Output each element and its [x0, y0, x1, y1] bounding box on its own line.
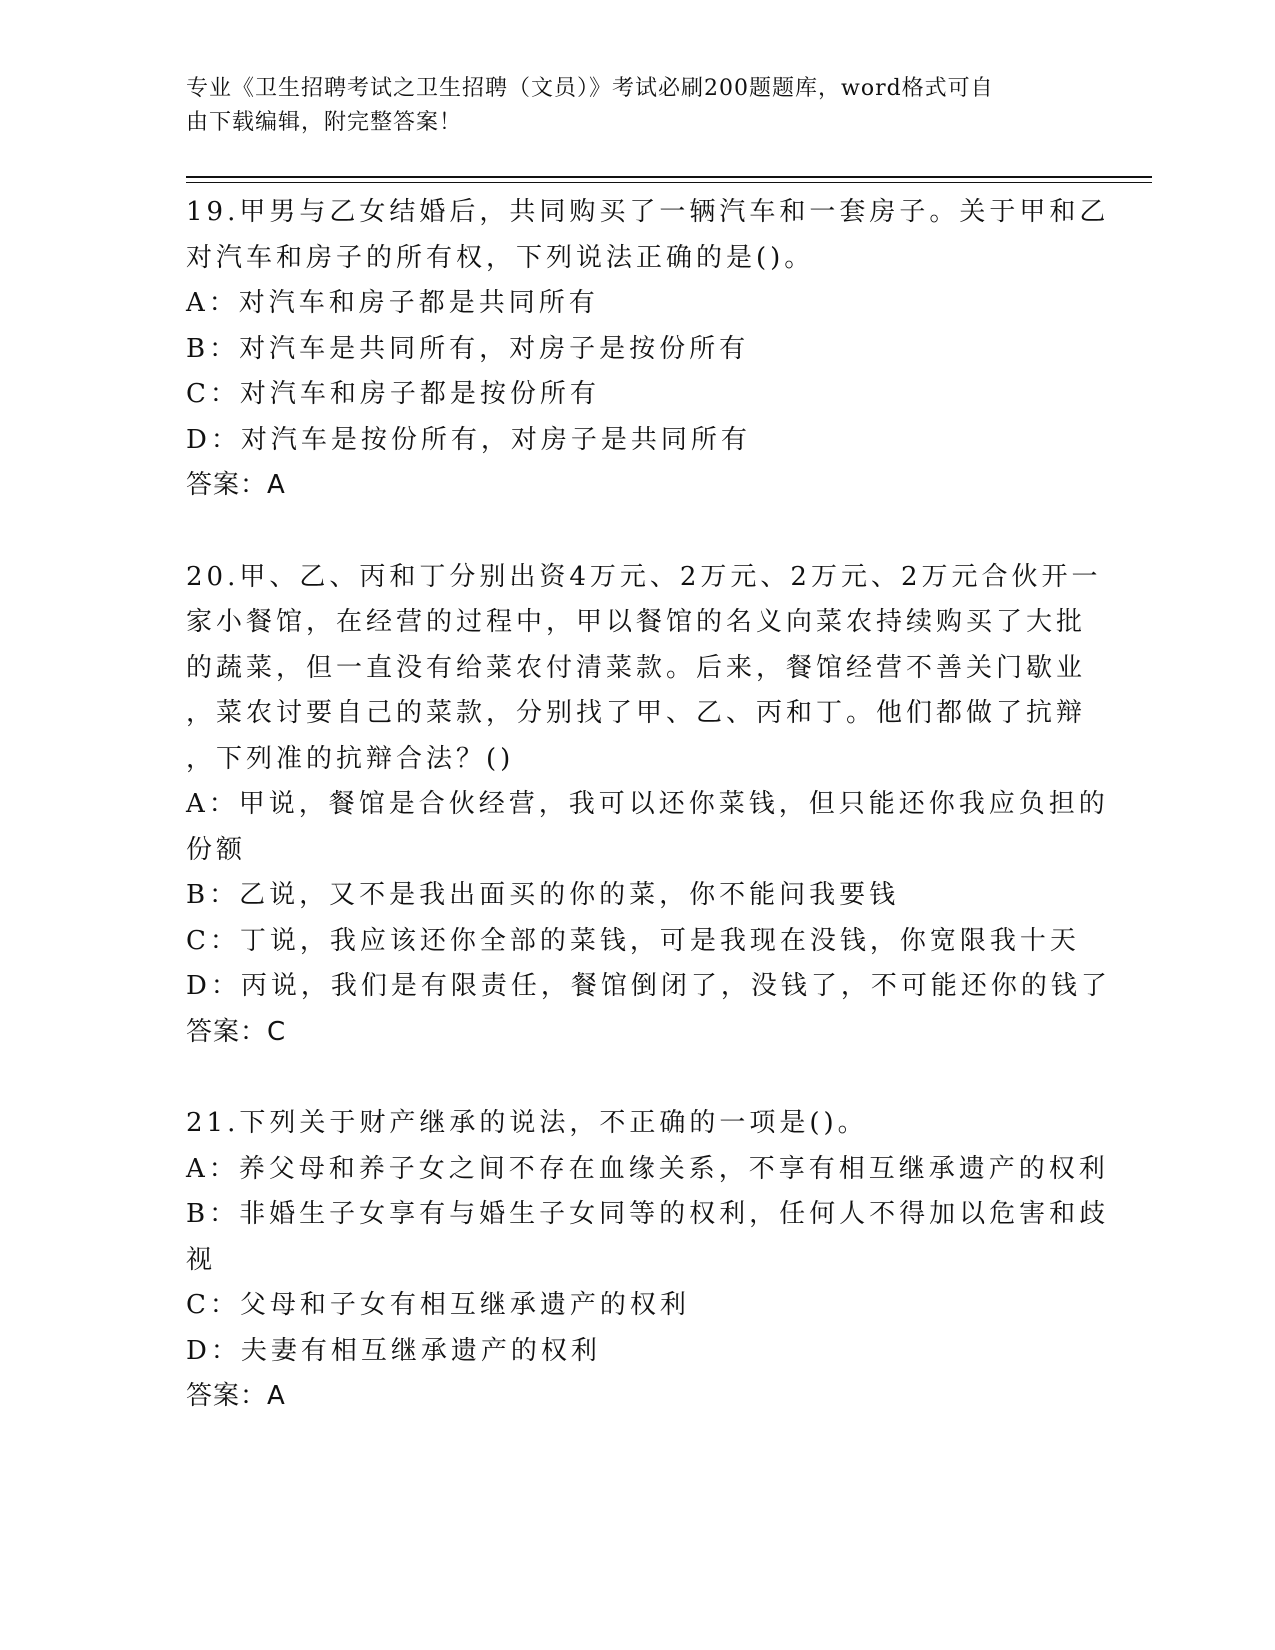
- header-line: 专业《卫生招聘考试之卫生招聘（文员）》考试必刷200题题库，word格式可自: [186, 76, 994, 101]
- question-21: [186, 1101, 1110, 1420]
- option-b: B：对汽车是共同所有，对房子是按份所有: [186, 333, 750, 364]
- question-20: [186, 555, 1111, 1056]
- document-header: [186, 72, 1066, 140]
- answer-label: 答案：A: [186, 1381, 286, 1411]
- option-a: A：对汽车和房子都是共同所有: [186, 288, 599, 318]
- question-stem-line: 对汽车和房子的所有权，下列说法正确的是()。: [186, 242, 815, 273]
- header-line: 由下载编辑，附完整答案！: [186, 110, 463, 135]
- answer-label: 答案：A: [186, 470, 286, 500]
- question-list: [186, 190, 1111, 1466]
- option-a: A：甲说，餐馆是合伙经营，我可以还你菜钱，但只能还你我应负担的: [186, 789, 1109, 819]
- option-d: D：丙说，我们是有限责任，餐馆倒闭了，没钱了，不可能还你的钱了: [186, 971, 1111, 1001]
- question-stem-line: 21.下列关于财产继承的说法，不正确的一项是()。: [186, 1108, 868, 1138]
- question-19: [186, 190, 1110, 509]
- question-stem-line: 19.甲男与乙女结婚后，共同购买了一辆汽车和一套房子。关于甲和乙: [186, 197, 1110, 227]
- question-stem-line: ，菜农讨要自己的菜款，分别找了甲、乙、丙和丁。他们都做了抗辩: [186, 698, 1087, 728]
- option-d: D：夫妻有相互继承遗产的权利: [186, 1335, 601, 1366]
- header-divider-thin: [186, 182, 1152, 183]
- question-stem-line: 的蔬菜，但一直没有给菜农付清菜款。后来，餐馆经营不善关门歇业: [186, 652, 1087, 683]
- option-c: C：丁说，我应该还你全部的菜钱，可是我现在没钱，你宽限我十天: [186, 925, 1080, 956]
- question-stem-line: 20.甲、乙、丙和丁分别出资4万元、2万元、2万元、2万元合伙开一: [186, 561, 1102, 592]
- option-c: C：对汽车和房子都是按份所有: [186, 379, 600, 409]
- option-d: D：对汽车是按份所有，对房子是共同所有: [186, 424, 751, 455]
- question-stem-line: 家小餐馆，在经营的过程中，甲以餐馆的名义向菜农持续购买了大批: [186, 607, 1087, 637]
- option-b: B：乙说，又不是我出面买的你的菜，你不能问我要钱: [186, 880, 900, 910]
- option-c: C：父母和子女有相互继承遗产的权利: [186, 1290, 690, 1320]
- option-a: A：养父母和养子女之间不存在血缘关系，不享有相互继承遗产的权利: [186, 1153, 1109, 1184]
- question-stem-line: ，下列准的抗辩合法？(): [186, 743, 515, 774]
- option-b-continued: 视: [186, 1244, 217, 1275]
- option-b: B：非婚生子女享有与婚生子女同等的权利，任何人不得加以危害和歧: [186, 1199, 1110, 1229]
- option-a-continued: 份额: [186, 834, 247, 865]
- answer-label: 答案：C: [186, 1016, 287, 1047]
- header-divider-thick: [186, 176, 1152, 178]
